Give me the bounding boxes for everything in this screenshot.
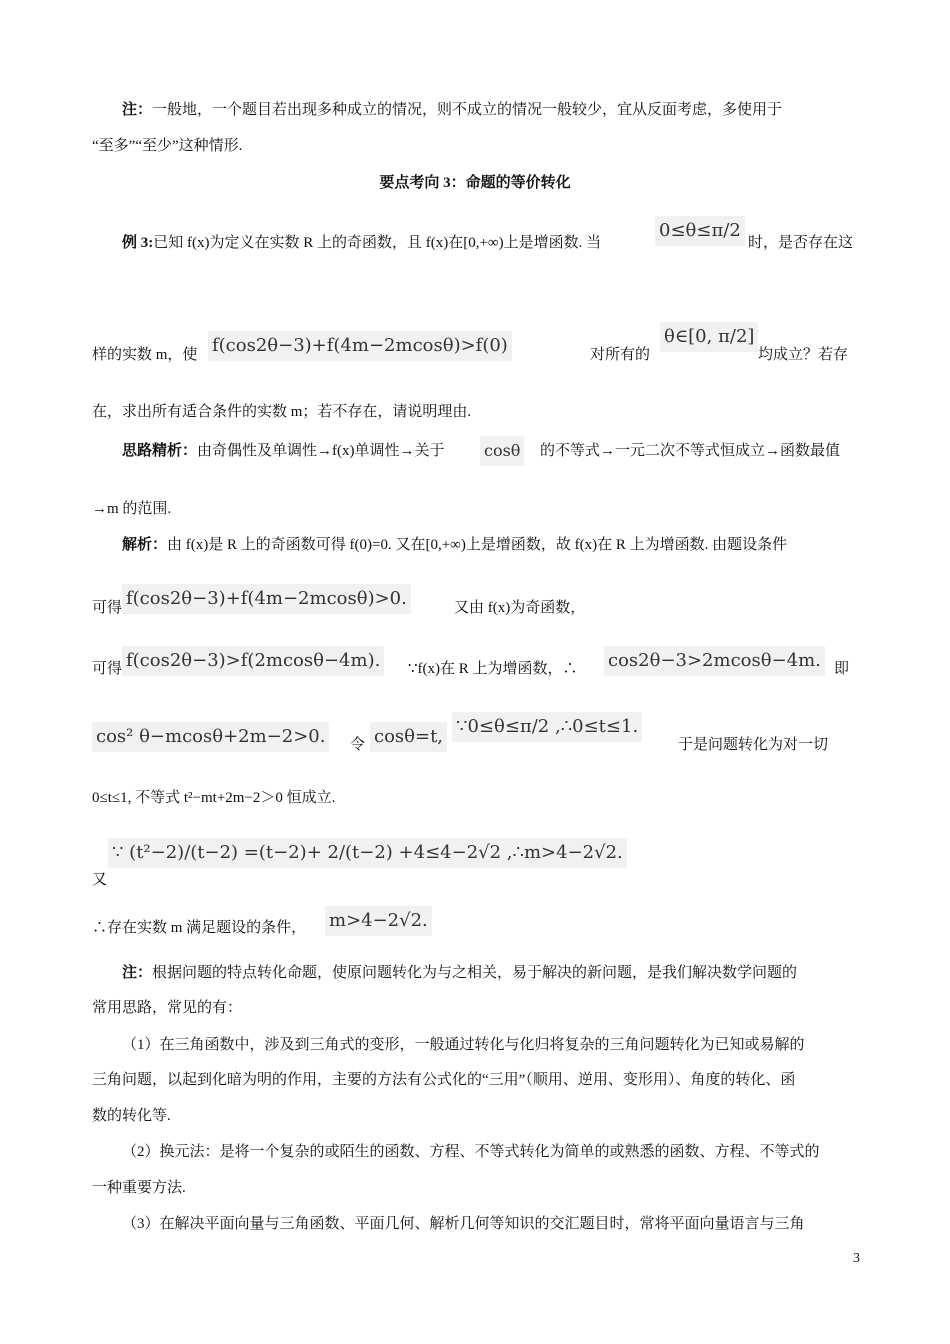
example-line2-end: 均成立？若存 [758,347,849,363]
solution-line4-mid: 令 [350,737,366,753]
example-line3: 在，求出所有适合条件的实数 m；若不存在，请说明理由. [92,404,472,420]
note2-line1: 注：根据问题的特点转化命题，使原问题转化为与之相关，易于解决的新问题，是我们解决数学问题的 [122,965,798,981]
solution-line7: ∴存在实数 m 满足题设的条件， [92,920,307,936]
solution-line6-start: 又 [92,872,108,888]
note1-line2: “至多”“至少”这种情形. [92,138,243,154]
formula-d: cos² θ−mcosθ+2m−2>0. [92,722,329,752]
solution-line5: 0≤t≤1, 不等式 t²−mt+2m−2＞0 恒成立. [92,790,336,806]
idea-line1: 思路精析：由奇偶性及单调性→f(x)单调性→关于 [122,443,445,459]
idea-line1-end: 的不等式→一元二次不等式恒成立→函数最值 [540,443,841,459]
note2-item2-b: 一种重要方法. [92,1180,186,1196]
solution-line4-end: 于是问题转化为对一切 [678,737,829,753]
formula-a: f(cos2θ−3)+f(4m−2mcosθ)>0. [122,584,411,614]
note2-item2-a: （2）换元法：是将一个复杂的或陌生的函数、方程、不等式转化为简单的或熟悉的函数、方程、不等式的 [122,1144,820,1160]
solution-line2-end: 又由 f(x)为奇函数， [454,600,586,616]
note-label: 注： [122,102,153,118]
note2-item3-a: （3）在解决平面向量与三角函数、平面几何、解析几何等知识的交汇题目时，常将平面向量语言与三角 [122,1216,805,1232]
page-number: 3 [853,1251,860,1266]
note2-item1-c: 数的转化等. [92,1108,171,1124]
formula-h: m>4−2√2. [325,906,432,936]
formula-g: ∵ (t²−2)/(t−2) =(t−2)+ 2/(t−2) +4≤4−2√2 ,∴m>4−2√2. [108,838,627,868]
formula-b: f(cos2θ−3)>f(2mcosθ−4m). [122,646,384,676]
example-line2-mid: 对所有的 [590,347,651,363]
formula-cos-theta: cosθ [480,436,524,466]
formula-c: cos2θ−3>2mcosθ−4m. [604,646,825,676]
solution-line1: 解析：由 f(x)是 R 上的奇函数可得 f(0)=0. 又在[0,+∞)上是增函数，故 f(x)在 R 上为增函数. 由题设条件 [122,537,788,553]
note2-item1-a: （1）在三角函数中，涉及到三角式的变形，一般通过转化与化归将复杂的三角问题转化为已知或易解的 [122,1037,805,1053]
formula-e: cosθ=t, [370,722,447,752]
solution-line3-start: 可得 [92,661,123,677]
example-line1-end: 时，是否存在这 [748,235,854,251]
note1-line1: 注：一般地，一个题目若出现多种成立的情况，则不成立的情况一般较少，宜从反面考虑，多使用于 [122,102,783,118]
solution-line3-mid: ∵f(x)在 R 上为增函数，∴ [408,661,578,677]
formula-theta-set: θ∈[0, π/2] [660,322,758,352]
formula-f: ∵0≤θ≤π/2 ,∴0≤t≤1. [452,712,642,742]
section-title: 要点考向 3：命题的等价转化 [379,175,571,191]
formula-theta-range: 0≤θ≤π/2 [655,216,745,246]
example-line1: 例 3:已知 f(x)为定义在实数 R 上的奇函数，且 f(x)在[0,+∞)上是增函数. 当 [122,235,602,251]
solution-line2-start: 可得 [92,600,123,616]
example-line2-start: 样的实数 m，使 [92,347,198,363]
note2-line2: 常用思路，常见的有： [92,1000,243,1016]
note2-item1-b: 三角问题，以起到化暗为明的作用，主要的方法有公式化的“三用”（顺用、逆用、变形用）、角度的转化、函 [92,1072,796,1088]
idea-line2: →m 的范围. [92,501,172,517]
solution-line3-end: 即 [834,661,850,677]
formula-inequality: f(cos2θ−3)+f(4m−2mcosθ)>f(0) [208,331,512,361]
